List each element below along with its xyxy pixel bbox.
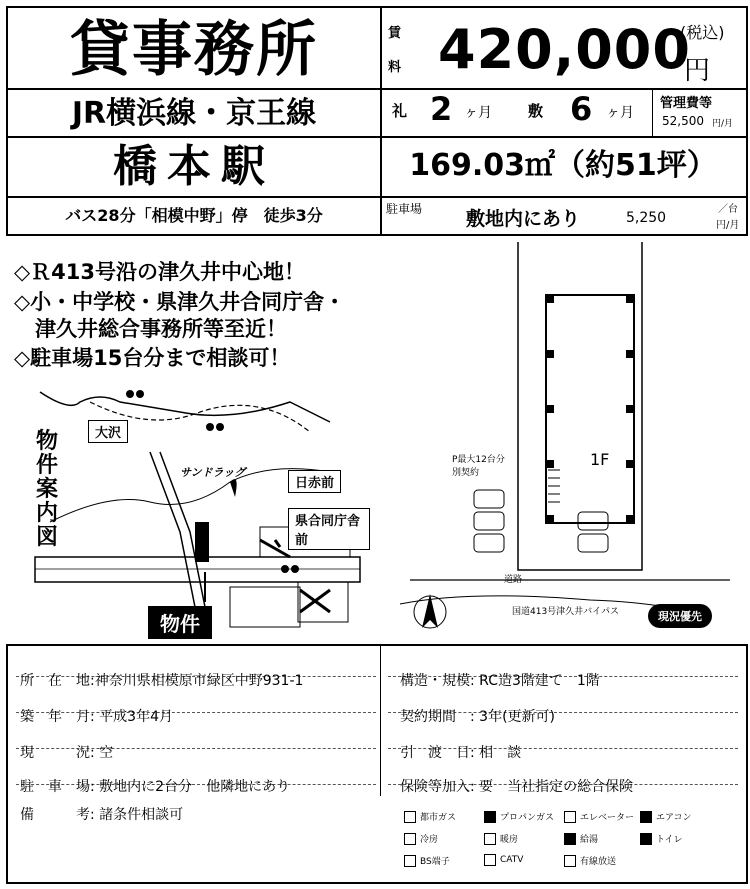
details-box	[6, 644, 748, 884]
structure-value: RC造3階建て 1階	[479, 673, 600, 689]
remarks-row	[20, 804, 183, 824]
amenity-heating	[484, 832, 518, 845]
structure-label: 構造・規模:	[400, 673, 475, 689]
amenity-elevator	[564, 810, 634, 823]
location-row	[20, 670, 303, 690]
handover-row	[400, 742, 521, 762]
parking-detail-value: 敷地内に2台分 他隣地にあり	[99, 779, 291, 795]
rent-tax: (税込)	[680, 23, 725, 42]
built-value: 平成3年4月	[99, 709, 173, 725]
feature-4: ◇駐車場15台分まで相談可！	[14, 346, 291, 370]
term-label: 契約期間 :	[400, 709, 475, 725]
map-vertical-char: 図	[36, 525, 59, 550]
amenity-label: エレベーター	[580, 813, 635, 823]
header-row-divider-1	[8, 88, 746, 90]
checkbox-icon	[484, 854, 496, 866]
map-property-badge: 物件	[148, 606, 212, 639]
remarks-value: 諸条件相談可	[99, 807, 184, 823]
remarks-label: 備 考:	[20, 807, 95, 823]
current-row	[20, 742, 113, 762]
current-label: 現 況:	[20, 745, 95, 761]
map-label-nisseki: 日赤前	[288, 470, 341, 493]
insurance-value: 要 当社指定の総合保険	[479, 779, 634, 795]
built-row	[20, 706, 173, 726]
rent-label-top: 賃	[388, 26, 402, 41]
rent-label-bottom: 料	[388, 60, 402, 75]
amenity-city-gas	[404, 810, 456, 823]
management-divider	[652, 88, 653, 136]
checkbox-icon	[404, 811, 416, 823]
train-line: JR横浜線・京王線	[71, 96, 317, 131]
map-vertical-char: 物	[36, 429, 59, 454]
amenity-propane	[484, 810, 554, 823]
current-value: 空	[99, 745, 114, 761]
months-label-2: ヶ月	[606, 105, 634, 121]
page-title: 貸事務所	[70, 15, 318, 85]
guide-map	[30, 372, 370, 634]
insurance-row	[400, 776, 633, 796]
feature-1: ◇Ｒ413号沿の津久井中心地！	[14, 260, 305, 284]
built-label: 築 年 月:	[20, 709, 95, 725]
management-value: 52,500	[662, 114, 704, 128]
status-badge: 現況優先	[648, 604, 712, 628]
checkbox-checked-icon	[640, 811, 652, 823]
feature-3: 津久井総合事務所等至近！	[14, 317, 287, 341]
location-value: 神奈川県相模原市緑区中野931-1	[94, 673, 304, 689]
key-money-value: 2	[430, 90, 453, 128]
parking-row	[20, 776, 290, 796]
checkbox-icon	[564, 811, 576, 823]
checkbox-checked-icon	[564, 833, 576, 845]
header-row-divider-3	[8, 196, 746, 198]
parking-unit-bottom: 円/月	[716, 220, 740, 231]
rent-yen: 円	[684, 56, 711, 86]
management-label: 管理費等	[660, 96, 713, 111]
floor-plan	[390, 240, 744, 640]
deposit-value: 6	[570, 90, 593, 128]
checkbox-icon	[404, 855, 416, 867]
handover-label: 引 渡 日:	[400, 745, 475, 761]
amenity-label: 都市ガス	[420, 813, 457, 823]
amenity-label: CATV	[500, 855, 524, 865]
map-drawing	[30, 372, 370, 634]
management-unit: 円/月	[712, 119, 734, 129]
amenity-bs	[404, 854, 450, 867]
map-label-osawa: 大沢	[88, 420, 128, 443]
parking-unit-top: ／台	[718, 204, 738, 215]
access-info: バス28分「相模中野」停 徒歩3分	[65, 206, 323, 225]
station-name: 橋本駅	[113, 141, 275, 192]
amenity-label: エアコン	[656, 813, 692, 823]
parking-detail-label: 駐 車 場:	[20, 779, 95, 795]
amenity-label: プロパンガス	[500, 813, 555, 823]
map-vertical-label	[36, 430, 66, 550]
feature-2: ◇小・中学校・県津久井合同庁舎・	[14, 290, 346, 314]
amenity-label: 暖房	[500, 835, 519, 845]
deposit-label: 敷	[528, 102, 544, 120]
amenity-label: 給湯	[580, 835, 599, 845]
handover-value: 相 談	[479, 745, 522, 761]
structure-row	[400, 670, 600, 690]
term-row	[400, 706, 555, 726]
location-label: 所 在 地:	[20, 673, 95, 689]
parking-note: P最大12台分 別契約	[452, 455, 505, 478]
checkbox-checked-icon	[640, 833, 652, 845]
key-money-label: 礼	[392, 102, 408, 120]
checkbox-icon	[404, 833, 416, 845]
map-vertical-char: 件	[36, 453, 59, 478]
floor-label: 1F	[590, 450, 610, 469]
checkbox-icon	[564, 855, 576, 867]
checkbox-checked-icon	[484, 811, 496, 823]
map-vertical-char: 内	[36, 501, 59, 526]
header-box	[6, 6, 748, 236]
amenity-hot-water	[564, 832, 598, 845]
rent-value: 420,000	[438, 18, 691, 81]
insurance-label: 保険等加入:	[400, 779, 475, 795]
amenity-label: トイレ	[656, 835, 683, 845]
months-label-1: ヶ月	[464, 105, 492, 121]
amenity-cooling	[404, 832, 438, 845]
amenity-cable-radio	[564, 854, 616, 867]
amenity-aircon	[640, 810, 692, 823]
parking-label: 駐車場	[386, 202, 423, 216]
map-label-gouchousha: 県合同庁舎前	[288, 508, 370, 550]
amenity-label: 有線放送	[580, 857, 617, 867]
header-divider	[380, 8, 382, 234]
checkbox-icon	[484, 833, 496, 845]
parking-price: 5,250	[626, 210, 667, 226]
amenity-label: 冷房	[420, 835, 439, 845]
map-label-sunday: サンドラッグ	[180, 466, 246, 479]
amenity-toilet	[640, 832, 683, 845]
amenity-catv	[484, 854, 523, 866]
road-bottom-label: 国道413号津久井バイパス	[512, 607, 619, 617]
map-vertical-char: 案	[36, 477, 59, 502]
floor-area: 169.03㎡（約51坪）	[409, 148, 717, 183]
term-value: 3年(更新可)	[479, 709, 556, 725]
amenity-label: BS端子	[420, 857, 450, 867]
parking-value: 敷地内にあり	[466, 208, 581, 230]
road-side-label: 道路	[504, 575, 523, 585]
floor-plan-drawing	[390, 240, 744, 640]
details-divider	[380, 646, 381, 796]
